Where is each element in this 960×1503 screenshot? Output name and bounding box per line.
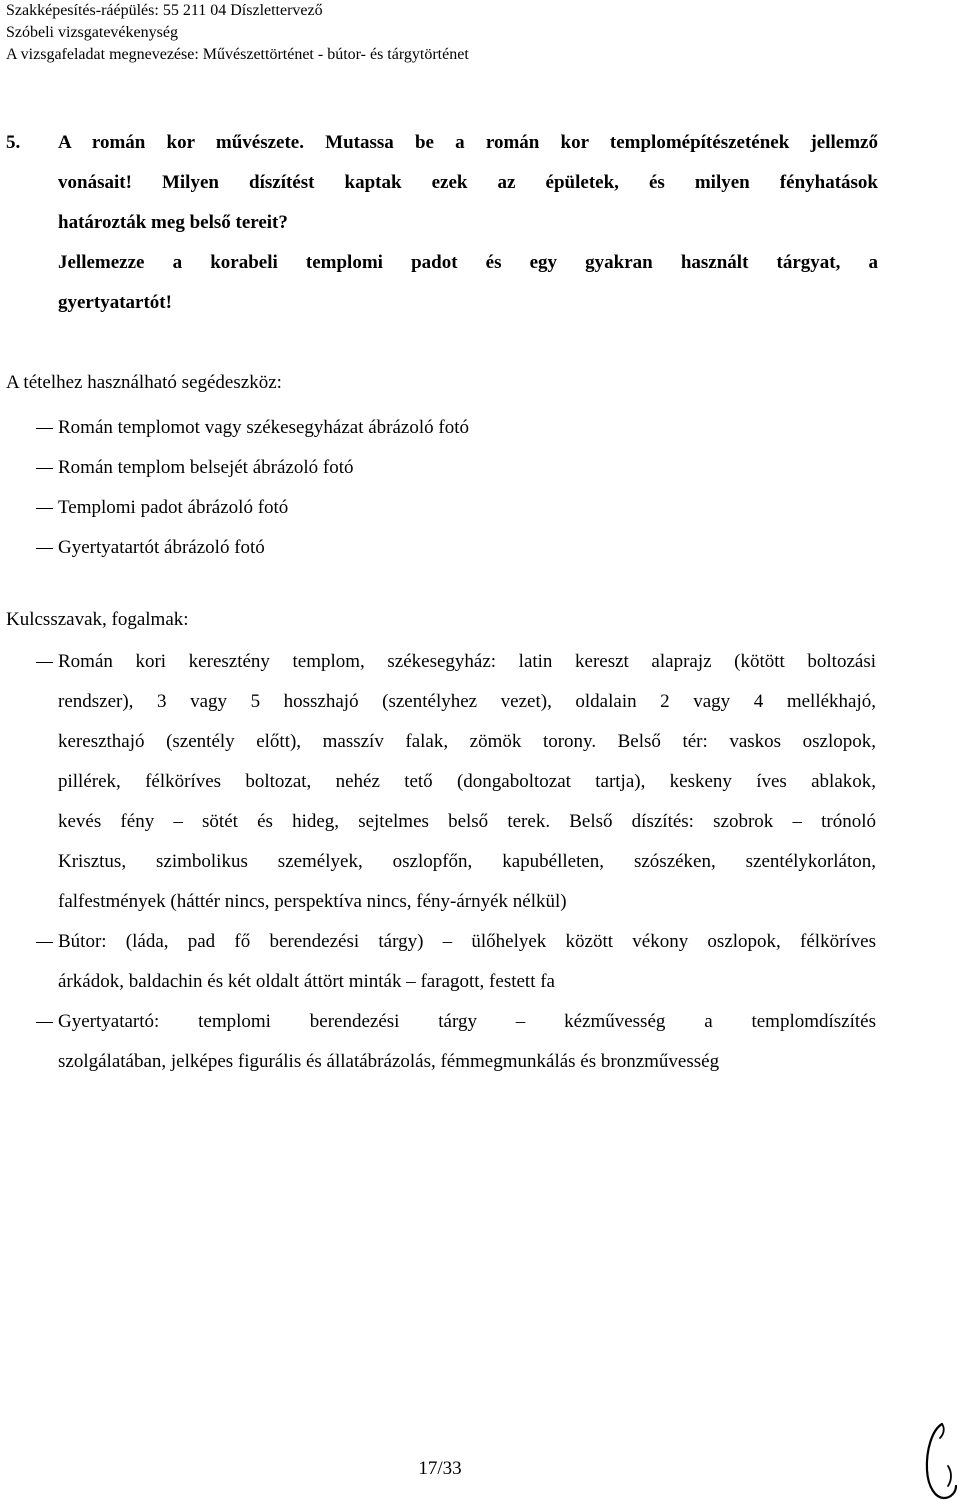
tool-item-text: Román templom belsejét ábrázoló fotó [58, 457, 354, 478]
question-number: 5. [6, 132, 21, 153]
keyword-line: rendszer), 3 vagy 5 hosszhajó (szentélyhez vezet), oldalain 2 vagy 4 mellékhajó, [58, 691, 876, 712]
dash-bullet [6, 408, 58, 448]
page-header [6, 0, 469, 66]
keyword-line: pillérek, félköríves boltozat, nehéz tető (dongaboltozat tartja), keskeny íves ablakok, [58, 771, 876, 792]
question-line: Jellemezze a korabeli templomi padot és egy gyakran használt tárgyat, a [58, 252, 878, 273]
keyword-line: Bútor: (láda, pad fő berendezési tárgy) – ülőhelyek között vékony oszlopok, félköríves [58, 931, 876, 952]
keyword-line: Krisztus, szimbolikus személyek, oszlopfőn, kapubélleten, szószéken, szentélykorláton, [58, 851, 876, 872]
question-line: határozták meg belső tereit? [58, 212, 288, 233]
dash-bullet [6, 448, 58, 488]
keyword-line: árkádok, baldachin és két oldalt áttört minták – faragott, festett fa [58, 971, 555, 992]
keywords-heading: Kulcsszavak, fogalmak: [6, 609, 189, 630]
question-line: vonásait! Milyen díszítést kaptak ezek az épületek, és milyen fényhatások [58, 172, 878, 193]
dash-bullet [6, 1002, 58, 1082]
list-item [6, 642, 876, 922]
list-item [6, 1002, 876, 1082]
dash-bullet [6, 528, 58, 568]
question-line: A román kor művészete. Mutassa be a román kor templomépítészetének jellemző [58, 132, 878, 153]
tool-item-text: Román templomot vagy székesegyházat ábrázoló fotó [58, 417, 470, 438]
question-line: gyertyatartót! [58, 292, 172, 313]
tool-item-text: Gyertyatartót ábrázoló fotó [58, 537, 265, 558]
keyword-line: Gyertyatartó: templomi berendezési tárgy – kézművesség a templomdíszítés [58, 1011, 876, 1032]
header-exam-type: Szóbeli vizsgatevékenység [6, 24, 178, 41]
list-item [6, 922, 876, 1002]
signature-mark [918, 1420, 960, 1503]
dash-bullet [6, 922, 58, 1002]
keyword-line: falfestmények (háttér nincs, perspektíva nincs, fény-árnyék nélkül) [58, 891, 567, 912]
list-item [6, 528, 469, 568]
keyword-line: kereszthajó (szentély előtt), masszív falak, zömök torony. Belső tér: vaskos oszlopok, [58, 731, 876, 752]
dash-bullet [6, 642, 58, 922]
dash-bullet [6, 488, 58, 528]
header-qualification: Szakképesítés-ráépülés: 55 211 04 Díszlettervező [6, 2, 323, 19]
keywords-list [6, 642, 876, 1082]
exam-question [6, 123, 878, 323]
keyword-line: szolgálatában, jelképes figurális és állatábrázolás, fémmegmunkálás és bronzművesség [58, 1051, 720, 1072]
list-item [6, 408, 469, 448]
keyword-line: Román kori keresztény templom, székesegyház: latin kereszt alaprajz (kötött boltozási [58, 651, 876, 672]
keyword-line: kevés fény – sötét és hideg, sejtelmes belső terek. Belső díszítés: szobrok – trónoló [58, 811, 876, 832]
page-number: 17/33 [418, 1458, 462, 1479]
tool-item-text: Templomi padot ábrázoló fotó [58, 497, 289, 518]
list-item [6, 448, 469, 488]
header-task-name: A vizsgafeladat megnevezése: Művészettörténet - bútor- és tárgytörténet [6, 46, 469, 63]
tools-heading: A tételhez használható segédeszköz: [6, 372, 282, 393]
tools-list [6, 408, 469, 568]
list-item [6, 488, 469, 528]
